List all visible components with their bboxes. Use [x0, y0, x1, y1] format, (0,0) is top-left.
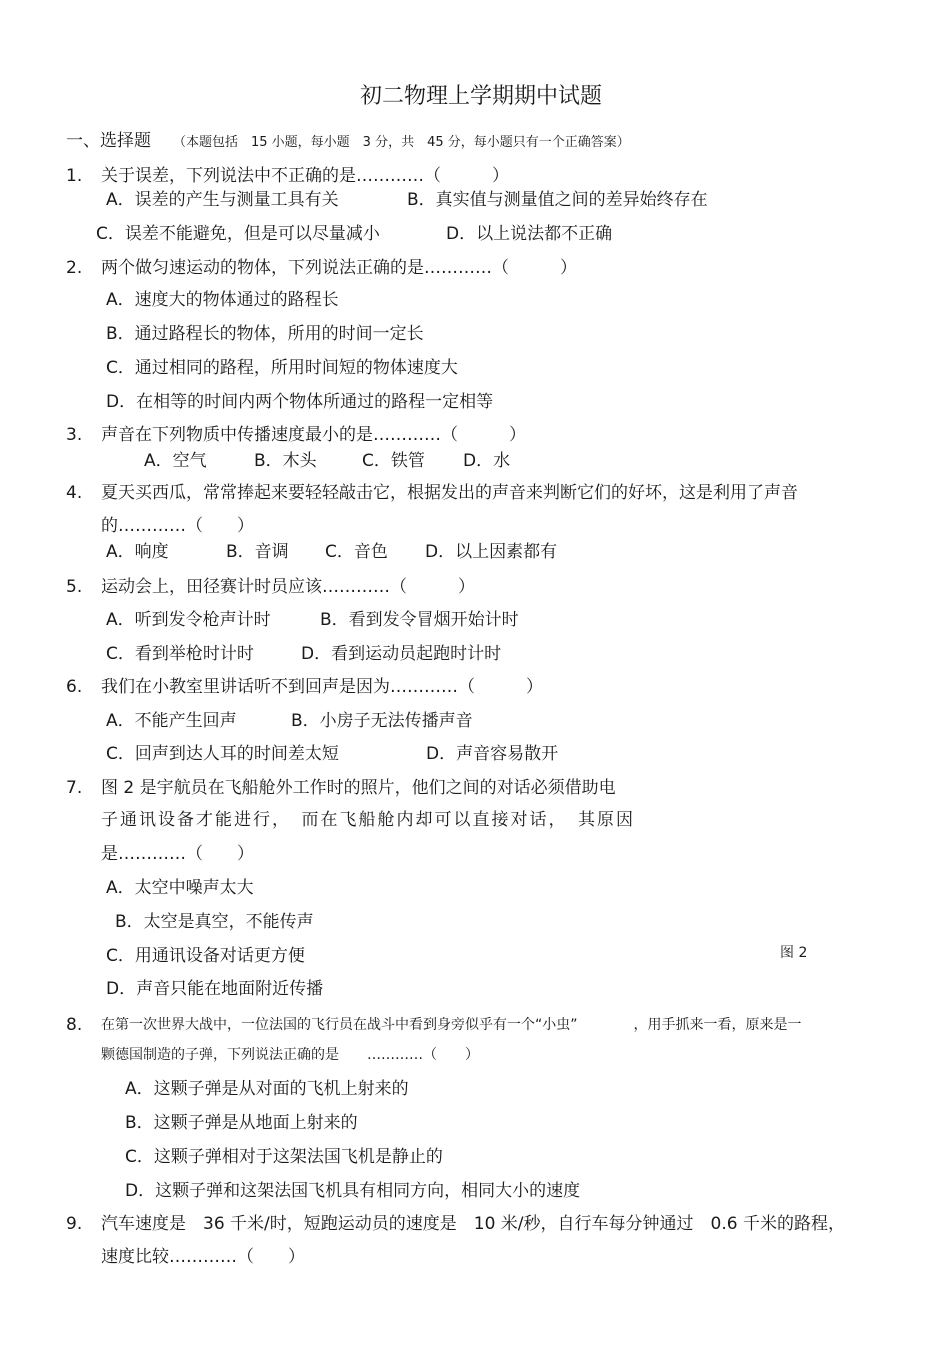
- option-b: B．木头: [254, 451, 317, 471]
- option-c: C．通过相同的路程，所用时间短的物体速度大: [106, 358, 458, 378]
- option-d: D．看到运动员起跑时计时: [301, 644, 502, 664]
- section-note: （本题包括 15 小题，每小题 3 分，共 45 分，每小题只有一个正确答案）: [173, 135, 630, 150]
- option-c: C．看到举枪时计时: [106, 644, 254, 664]
- option-c: C．音色: [325, 542, 388, 562]
- question-number: 2.: [66, 258, 83, 278]
- question-stem: 关于误差，下列说法中不正确的是…………（ ）: [101, 166, 509, 186]
- question-number: 6.: [66, 677, 83, 697]
- question-stem: 汽车速度是 36 千米/时，短跑运动员的速度是 10 米/秒，自行车每分钟通过 0.6 千米的路程，: [101, 1214, 845, 1234]
- option-b: B．音调: [226, 542, 289, 562]
- page-title: 初二物理上学期期中试题: [360, 84, 603, 109]
- question-number: 9.: [66, 1214, 83, 1234]
- option-d: D．水: [463, 451, 511, 471]
- question-stem: 在第一次世界大战中，一位法国的飞行员在战斗中看到身旁似乎有一个“小虫” ，用手抓来一看，原来是一: [101, 1017, 802, 1033]
- option-c: C．回声到达人耳的时间差太短: [106, 744, 339, 764]
- question-stem-continued: 速度比较…………（ ）: [101, 1247, 305, 1267]
- question-stem-continued: 的…………（ ）: [101, 516, 254, 536]
- question-stem: 两个做匀速运动的物体，下列说法正确的是…………（ ）: [101, 258, 577, 278]
- question-stem: 声音在下列物质中传播速度最小的是…………（ ）: [101, 425, 526, 445]
- option-a: A．响度: [106, 542, 169, 562]
- option-c: C．这颗子弹相对于这架法国飞机是静止的: [125, 1147, 443, 1167]
- question-number: 1.: [66, 166, 83, 186]
- question-number: 5.: [66, 577, 83, 597]
- option-a: A．速度大的物体通过的路程长: [106, 290, 339, 310]
- option-b: B．通过路程长的物体，所用的时间一定长: [106, 324, 424, 344]
- option-b: B．太空是真空，不能传声: [115, 912, 314, 932]
- option-d: D．在相等的时间内两个物体所通过的路程一定相等: [106, 392, 494, 412]
- option-b: B．真实值与测量值之间的差异始终存在: [407, 190, 708, 210]
- question-stem: 图 2 是宇航员在飞船舱外工作时的照片，他们之间的对话必须借助电: [101, 778, 616, 798]
- question-number: 3.: [66, 425, 83, 445]
- option-a: A．误差的产生与测量工具有关: [106, 190, 339, 210]
- option-c: C．铁管: [362, 451, 425, 471]
- figure-caption: 图 2: [780, 945, 808, 961]
- option-b: B．这颗子弹是从地面上射来的: [125, 1113, 358, 1133]
- option-a: A．不能产生回声: [106, 711, 237, 731]
- section-heading: 一、选择题: [66, 131, 151, 151]
- option-d: D．以上说法都不正确: [446, 224, 613, 244]
- option-d: D．以上因素都有: [425, 542, 558, 562]
- option-a: A．空气: [144, 451, 207, 471]
- option-a: A．听到发令枪声计时: [106, 610, 271, 630]
- question-stem: 运动会上，田径赛计时员应该…………（ ）: [101, 577, 475, 597]
- option-d: D．声音只能在地面附近传播: [106, 979, 324, 999]
- option-d: D．这颗子弹和这架法国飞机具有相同方向，相同大小的速度: [125, 1181, 581, 1201]
- option-b: B．小房子无法传播声音: [291, 711, 473, 731]
- option-a: A．太空中噪声太大: [106, 878, 254, 898]
- question-stem-continued: 颗德国制造的子弹，下列说法正确的是 …………（ ）: [101, 1047, 479, 1063]
- question-number: 8.: [66, 1015, 83, 1035]
- option-c: C．误差不能避免，但是可以尽量减小: [96, 224, 380, 244]
- question-stem: 我们在小教室里讲话听不到回声是因为…………（ ）: [101, 677, 543, 697]
- option-b: B．看到发令冒烟开始计时: [320, 610, 519, 630]
- option-c: C．用通讯设备对话更方便: [106, 946, 305, 966]
- question-stem-continued-2: 是…………（ ）: [101, 844, 254, 864]
- question-number: 4.: [66, 483, 83, 503]
- option-d: D．声音容易散开: [426, 744, 559, 764]
- option-a: A．这颗子弹是从对面的飞机上射来的: [125, 1079, 409, 1099]
- question-stem-continued: 子通讯设备才能进行， 而在飞船舱内却可以直接对话， 其原因: [101, 810, 635, 830]
- question-stem: 夏天买西瓜，常常捧起来要轻轻敲击它，根据发出的声音来判断它们的好坏，这是利用了声音: [101, 483, 798, 503]
- question-number: 7.: [66, 778, 83, 798]
